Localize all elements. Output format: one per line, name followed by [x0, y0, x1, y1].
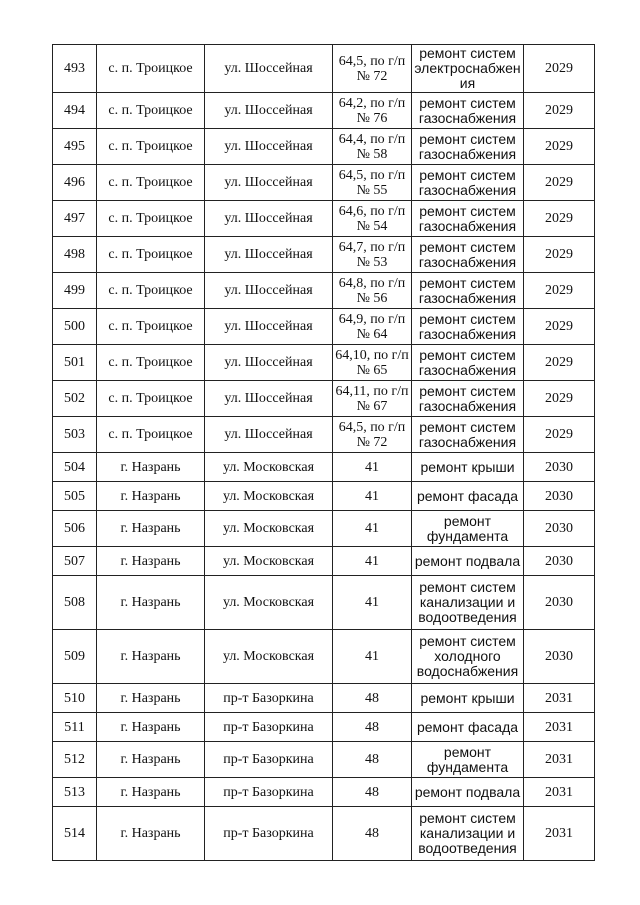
row-number: 504 — [53, 453, 97, 482]
work-type-cell: ремонт крыши — [412, 453, 524, 482]
settlement-cell: г. Назрань — [97, 630, 205, 684]
street-cell: ул. Шоссейная — [205, 345, 333, 381]
year-cell: 2029 — [524, 309, 595, 345]
house-cell: 64,6, по г/п № 54 — [333, 201, 412, 237]
house-cell: 64,7, по г/п № 53 — [333, 237, 412, 273]
settlement-cell: г. Назрань — [97, 778, 205, 807]
table-row — [53, 93, 595, 129]
house-cell: 48 — [333, 807, 412, 861]
year-cell: 2029 — [524, 345, 595, 381]
street-cell: ул. Шоссейная — [205, 417, 333, 453]
house-cell: 64,8, по г/п № 56 — [333, 273, 412, 309]
row-number: 501 — [53, 345, 97, 381]
row-number: 500 — [53, 309, 97, 345]
street-cell: ул. Московская — [205, 630, 333, 684]
work-type-cell: ремонт систем газоснабжения — [412, 273, 524, 309]
street-cell: ул. Московская — [205, 547, 333, 576]
house-cell: 48 — [333, 778, 412, 807]
year-cell: 2030 — [524, 453, 595, 482]
street-cell: ул. Шоссейная — [205, 273, 333, 309]
settlement-cell: с. п. Троицкое — [97, 165, 205, 201]
table-row — [53, 309, 595, 345]
settlement-cell: г. Назрань — [97, 742, 205, 778]
work-type-cell: ремонт систем холодного водоснабжения — [412, 630, 524, 684]
work-type-cell: ремонт фундамента — [412, 511, 524, 547]
settlement-cell: с. п. Троицкое — [97, 201, 205, 237]
table-row — [53, 807, 595, 861]
table-row — [53, 201, 595, 237]
street-cell: пр-т Базоркина — [205, 713, 333, 742]
settlement-cell: г. Назрань — [97, 511, 205, 547]
row-number: 513 — [53, 778, 97, 807]
table-row — [53, 45, 595, 93]
house-cell: 48 — [333, 684, 412, 713]
settlement-cell: г. Назрань — [97, 482, 205, 511]
table-row — [53, 273, 595, 309]
year-cell: 2030 — [524, 576, 595, 630]
row-number: 506 — [53, 511, 97, 547]
year-cell: 2029 — [524, 237, 595, 273]
street-cell: ул. Шоссейная — [205, 309, 333, 345]
table-row — [53, 547, 595, 576]
house-cell: 41 — [333, 576, 412, 630]
street-cell: пр-т Базоркина — [205, 742, 333, 778]
table-row — [53, 237, 595, 273]
house-cell: 41 — [333, 630, 412, 684]
street-cell: пр-т Базоркина — [205, 807, 333, 861]
year-cell: 2029 — [524, 93, 595, 129]
settlement-cell: г. Назрань — [97, 453, 205, 482]
work-type-cell: ремонт систем газоснабжения — [412, 237, 524, 273]
settlement-cell: с. п. Троицкое — [97, 345, 205, 381]
table-row — [53, 417, 595, 453]
table-row — [53, 742, 595, 778]
row-number: 499 — [53, 273, 97, 309]
house-cell: 64,10, по г/п № 65 — [333, 345, 412, 381]
house-cell: 64,4, по г/п № 58 — [333, 129, 412, 165]
table-row — [53, 511, 595, 547]
settlement-cell: г. Назрань — [97, 713, 205, 742]
house-cell: 64,5, по г/п № 72 — [333, 45, 412, 93]
row-number: 505 — [53, 482, 97, 511]
year-cell: 2030 — [524, 511, 595, 547]
table-body — [53, 45, 595, 861]
work-type-cell: ремонт систем канализации и водоотведения — [412, 807, 524, 861]
street-cell: ул. Московская — [205, 511, 333, 547]
house-cell: 48 — [333, 742, 412, 778]
table-row — [53, 630, 595, 684]
table-row — [53, 778, 595, 807]
row-number: 509 — [53, 630, 97, 684]
house-cell: 41 — [333, 482, 412, 511]
work-type-cell: ремонт систем газоснабжения — [412, 345, 524, 381]
house-cell: 41 — [333, 547, 412, 576]
settlement-cell: с. п. Троицкое — [97, 45, 205, 93]
work-type-cell: ремонт фундамента — [412, 742, 524, 778]
year-cell: 2029 — [524, 273, 595, 309]
year-cell: 2030 — [524, 547, 595, 576]
year-cell: 2029 — [524, 45, 595, 93]
work-type-cell: ремонт фасада — [412, 713, 524, 742]
work-type-cell: ремонт систем газоснабжения — [412, 201, 524, 237]
work-type-cell: ремонт крыши — [412, 684, 524, 713]
settlement-cell: с. п. Троицкое — [97, 381, 205, 417]
settlement-cell: с. п. Троицкое — [97, 237, 205, 273]
street-cell: ул. Шоссейная — [205, 93, 333, 129]
table-row — [53, 345, 595, 381]
row-number: 496 — [53, 165, 97, 201]
row-number: 507 — [53, 547, 97, 576]
row-number: 502 — [53, 381, 97, 417]
table-row — [53, 684, 595, 713]
street-cell: ул. Московская — [205, 576, 333, 630]
settlement-cell: с. п. Троицкое — [97, 309, 205, 345]
street-cell: пр-т Базоркина — [205, 684, 333, 713]
settlement-cell: с. п. Троицкое — [97, 417, 205, 453]
work-type-cell: ремонт систем газоснабжения — [412, 93, 524, 129]
work-type-cell: ремонт систем газоснабжения — [412, 309, 524, 345]
table-row — [53, 482, 595, 511]
table-row — [53, 453, 595, 482]
year-cell: 2030 — [524, 482, 595, 511]
work-type-cell: ремонт систем газоснабжения — [412, 417, 524, 453]
settlement-cell: г. Назрань — [97, 807, 205, 861]
year-cell: 2031 — [524, 742, 595, 778]
row-number: 503 — [53, 417, 97, 453]
street-cell: ул. Шоссейная — [205, 237, 333, 273]
repair-schedule-table — [52, 44, 595, 861]
street-cell: пр-т Базоркина — [205, 778, 333, 807]
street-cell: ул. Шоссейная — [205, 201, 333, 237]
row-number: 493 — [53, 45, 97, 93]
row-number: 497 — [53, 201, 97, 237]
street-cell: ул. Московская — [205, 453, 333, 482]
year-cell: 2031 — [524, 713, 595, 742]
year-cell: 2031 — [524, 807, 595, 861]
street-cell: ул. Шоссейная — [205, 45, 333, 93]
year-cell: 2031 — [524, 684, 595, 713]
work-type-cell: ремонт систем газоснабжения — [412, 381, 524, 417]
table-row — [53, 713, 595, 742]
year-cell: 2029 — [524, 381, 595, 417]
year-cell: 2029 — [524, 129, 595, 165]
settlement-cell: г. Назрань — [97, 547, 205, 576]
work-type-cell: ремонт фасада — [412, 482, 524, 511]
house-cell: 64,9, по г/п № 64 — [333, 309, 412, 345]
year-cell: 2029 — [524, 201, 595, 237]
house-cell: 64,5, по г/п № 55 — [333, 165, 412, 201]
row-number: 494 — [53, 93, 97, 129]
work-type-cell: ремонт систем канализации и водоотведения — [412, 576, 524, 630]
house-cell: 48 — [333, 713, 412, 742]
year-cell: 2029 — [524, 417, 595, 453]
work-type-cell: ремонт систем газоснабжения — [412, 165, 524, 201]
house-cell: 41 — [333, 453, 412, 482]
street-cell: ул. Шоссейная — [205, 165, 333, 201]
work-type-cell: ремонт подвала — [412, 547, 524, 576]
table-row — [53, 381, 595, 417]
settlement-cell: г. Назрань — [97, 684, 205, 713]
table-row — [53, 129, 595, 165]
settlement-cell: с. п. Троицкое — [97, 273, 205, 309]
row-number: 510 — [53, 684, 97, 713]
work-type-cell: ремонт систем электроснабжен ия — [412, 45, 524, 93]
house-cell: 64,5, по г/п № 72 — [333, 417, 412, 453]
settlement-cell: с. п. Троицкое — [97, 129, 205, 165]
year-cell: 2030 — [524, 630, 595, 684]
house-cell: 64,11, по г/п № 67 — [333, 381, 412, 417]
house-cell: 64,2, по г/п № 76 — [333, 93, 412, 129]
year-cell: 2029 — [524, 165, 595, 201]
row-number: 512 — [53, 742, 97, 778]
table-row — [53, 576, 595, 630]
street-cell: ул. Шоссейная — [205, 129, 333, 165]
settlement-cell: с. п. Троицкое — [97, 93, 205, 129]
work-type-cell: ремонт подвала — [412, 778, 524, 807]
row-number: 511 — [53, 713, 97, 742]
street-cell: ул. Шоссейная — [205, 381, 333, 417]
row-number: 495 — [53, 129, 97, 165]
row-number: 508 — [53, 576, 97, 630]
year-cell: 2031 — [524, 778, 595, 807]
settlement-cell: г. Назрань — [97, 576, 205, 630]
work-type-cell: ремонт систем газоснабжения — [412, 129, 524, 165]
row-number: 514 — [53, 807, 97, 861]
street-cell: ул. Московская — [205, 482, 333, 511]
house-cell: 41 — [333, 511, 412, 547]
table-row — [53, 165, 595, 201]
row-number: 498 — [53, 237, 97, 273]
